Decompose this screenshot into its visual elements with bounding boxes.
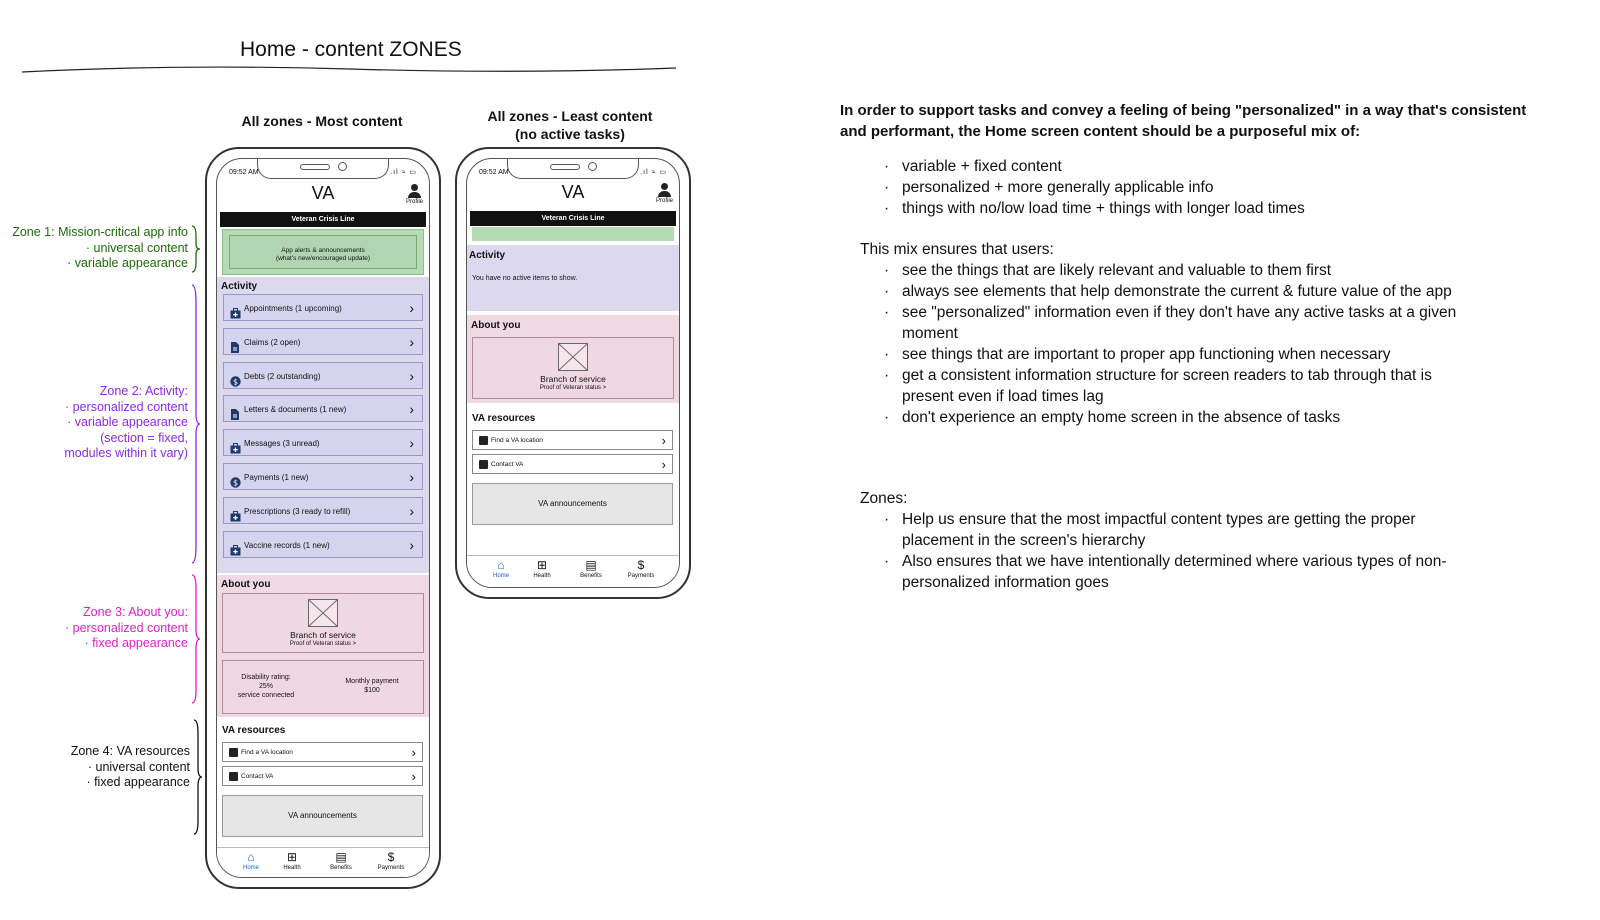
activity-item[interactable] [223,395,423,422]
activity-item-label: Prescriptions (3 ready to refill) [244,506,351,516]
tab-benefits-label: Benefits [330,865,352,871]
resources-heading: VA resources [222,725,286,736]
mix-item: · variable + fixed content [882,156,1542,177]
find-location-label: Find a VA location [491,437,543,444]
va-logo: VA [311,183,335,203]
ensures-item: · always see elements that help demonstrate the current & future value of the app [882,281,1482,302]
dollar-icon: $ [637,558,645,572]
title-underline [20,62,680,76]
disability-line2: 25% [258,683,273,690]
profile-button[interactable] [406,184,423,205]
dollar-icon [230,472,240,488]
about-heading: About you [471,320,521,331]
tab-home[interactable] [479,558,523,579]
activity-heading: Activity [469,250,506,261]
activity-item-label: Appointments (1 upcoming) [244,304,342,313]
mix-item: · things with no/low load time + things with longer load times [882,198,1542,219]
branch-card[interactable] [472,337,674,399]
zone2-point1: · personalized content [65,399,188,414]
document-icon [230,404,240,415]
resources-heading: VA resources [472,413,536,424]
svg-text:$: $ [232,478,239,488]
tab-benefits[interactable] [569,558,613,579]
profile-label: Profile [655,198,673,204]
profile-icon [661,183,668,190]
contact-va-button[interactable] [222,766,423,786]
zone4-point2: · fixed appearance [86,775,190,789]
activity-item-label: Vaccine records (1 new) [244,540,330,550]
zone3-brace [186,573,202,705]
activity-item-label: Messages (3 unread) [244,439,320,449]
location-icon [479,436,488,445]
chevron-right-icon: › [409,367,414,384]
tab-health-label: Health [283,865,301,871]
zone4-annotation [0,744,190,791]
dollar-icon: $ [387,850,395,864]
zone1-point2: · variable appearance [67,256,188,270]
alerts-line2: (what's new/encouraged update) [275,255,371,262]
activity-item[interactable] [223,294,423,321]
tab-payments-label: Payments [377,865,405,871]
zones-item: · Help us ensure that the most impactful content types are getting the proper placement in the screen's hierarchy [882,509,1482,551]
tab-bar [467,555,679,588]
ensures-item: · see things that are important to proper app functioning when necessary [882,344,1482,365]
profile-button[interactable] [656,183,673,204]
activity-item[interactable] [223,497,423,524]
zones-list [882,509,1482,593]
activity-item-label: Claims (2 open) [244,337,301,347]
tab-health-label: Health [533,573,551,579]
ensures-list [882,260,1482,428]
chevron-right-icon: › [661,433,666,448]
zone2-annotation [0,384,188,462]
col2-heading [460,107,680,143]
medical-bag-icon: ⊞ [536,558,548,572]
tab-payments[interactable] [619,558,663,579]
monthly-payment [335,677,409,695]
contact-va-label: Contact VA [491,461,524,468]
medical-bag-icon: ⊞ [286,850,298,864]
find-location-button[interactable] [472,430,673,450]
crisis-line-button[interactable]: Veteran Crisis Line [470,211,676,226]
tab-health[interactable] [270,850,314,871]
document-icon [230,337,240,348]
tab-home-label: Home [492,573,509,579]
contact-icon [479,460,488,469]
activity-item-label: Debts (2 outstanding) [244,371,321,381]
zone1-point1: · universal content [85,240,188,255]
proof-link[interactable]: Proof of Veteran status > [539,385,607,391]
location-icon [229,748,238,757]
tab-home-label: Home [242,865,259,871]
phone-notch [257,158,389,179]
zone3-annotation [0,605,188,652]
monthly-line2: $100 [364,687,380,694]
zone1-alerts-section [472,227,674,241]
phone-most-content [205,147,441,889]
activity-item[interactable] [223,463,423,490]
zones-heading: Zones: [860,490,908,507]
zone2-point2: · variable appearance [67,415,188,429]
zone3-title: Zone 3: About you: [83,605,188,619]
contact-va-label: Contact VA [241,773,274,780]
status-icons: .ıl ≈ ▭ [390,169,417,176]
zone1-alerts-section [222,229,424,275]
image-placeholder-icon [308,599,338,627]
find-location-button[interactable] [222,742,423,762]
dollar-icon [230,371,240,386]
phone-screen [466,158,680,588]
medical-bag-icon [230,438,240,449]
home-icon: ⌂ [497,558,505,572]
find-location-label: Find a VA location [241,749,293,756]
zone2-brace [186,283,202,565]
zone3-point2: · fixed appearance [84,636,188,650]
proof-link[interactable]: Proof of Veteran status > [289,641,357,647]
tab-bar [217,847,429,878]
tab-payments[interactable] [369,850,413,871]
chevron-right-icon: › [411,745,416,760]
activity-item[interactable] [223,531,423,558]
zone4-point1: · universal content [87,759,190,774]
monthly-line1: Monthly payment [345,678,399,685]
col1-heading: All zones - Most content [241,113,403,129]
branch-card[interactable] [222,593,424,653]
home-icon: ⌂ [247,850,255,864]
activity-heading: Activity [221,281,258,292]
mix-item: · personalized + more generally applicable info [882,177,1542,198]
col2-heading-line1: All zones - Least content [487,108,653,124]
tab-benefits-label: Benefits [580,573,602,579]
zone4-brace [188,718,204,836]
intro-text: In order to support tasks and convey a feeling of being "personalized" in a way that's consistent and performant, the Home screen content should be a purposeful mix of: [840,102,1527,140]
tab-health[interactable] [520,558,564,579]
page-title: Home - content ZONES [240,38,462,61]
chevron-right-icon: › [409,333,414,350]
branch-of-service: Branch of service [540,374,606,384]
ensures-item: · don't experience an empty home screen in the absence of tasks [882,407,1482,428]
zones-item: · Also ensures that we have intentionally determined where various types of non-personalized information goes [882,551,1482,593]
phone-notch [507,158,639,179]
status-time: 09:52 AM [479,169,509,176]
branch-of-service: Branch of service [290,630,356,640]
about-heading: About you [221,579,271,590]
disability-card[interactable] [222,660,424,714]
chevron-right-icon: › [661,457,666,472]
zone1-title: Zone 1: Mission-critical app info [12,225,188,239]
status-time: 09:52 AM [229,169,259,176]
mix-list [882,156,1542,219]
disability-line1: Disability rating: [241,674,291,681]
announcements-card[interactable]: VA announcements [472,483,673,525]
chevron-right-icon: › [409,435,414,452]
document-icon: ▤ [585,558,597,572]
no-active-items: You have no active items to show. [472,275,578,282]
profile-icon [411,184,418,191]
activity-item-label: Letters & documents (1 new) [244,405,347,415]
announcements-card[interactable]: VA announcements [222,795,423,837]
medical-bag-icon [230,303,240,314]
phone-least-content [455,147,691,599]
status-icons: .ıl ≈ ▭ [640,169,667,176]
zone2-activity-section [467,245,679,311]
medical-bag-icon [230,540,240,551]
zone3-point1: · personalized content [65,620,188,635]
activity-item[interactable] [223,328,423,355]
activity-item[interactable] [223,429,423,456]
svg-text:$: $ [232,376,239,386]
ensures-item: · see "personalized" information even if they don't have any active tasks at a given moment [882,302,1482,344]
zone2-activity-section [217,277,429,573]
activity-item[interactable] [223,362,423,389]
chevron-right-icon: › [409,401,414,418]
zone4-title: Zone 4: VA resources [70,744,190,758]
zone2-point4: modules within it vary) [64,446,188,460]
zone3-about-section [467,315,679,403]
disability-rating [231,673,301,700]
phone-screen [216,158,430,878]
image-placeholder-icon [558,343,588,371]
va-logo: VA [561,182,585,202]
document-icon: ▤ [335,850,347,864]
chevron-right-icon: › [409,536,414,553]
zone2-point3: (section = fixed, [100,430,188,445]
disability-line3: service connected [237,692,295,699]
zone1-annotation [0,225,188,272]
activity-item-label: Payments (1 new) [244,473,309,482]
chevron-right-icon: › [409,300,414,316]
chevron-right-icon: › [411,769,416,784]
alerts-banner[interactable] [229,235,417,269]
col2-heading-line2: (no active tasks) [515,126,625,142]
ensures-item: · see the things that are likely relevant and valuable to them first [882,260,1482,281]
alerts-line1: App alerts & announcements [281,247,365,254]
zone3-about-section [217,575,429,717]
crisis-line-button[interactable]: Veteran Crisis Line [220,212,426,227]
contact-icon [229,772,238,781]
ensures-heading: This mix ensures that users: [860,241,1054,258]
zone2-title: Zone 2: Activity: [99,384,188,398]
ensures-item: · get a consistent information structure for screen readers to tab through that is present even if load times lag [882,365,1482,407]
medical-bag-icon [230,506,240,517]
profile-label: Profile [405,199,423,205]
tab-home[interactable] [229,850,273,871]
contact-va-button[interactable] [472,454,673,474]
chevron-right-icon: › [409,502,414,519]
chevron-right-icon: › [409,469,414,485]
tab-payments-label: Payments [627,573,655,579]
tab-benefits[interactable] [319,850,363,871]
zone1-brace [186,224,202,274]
